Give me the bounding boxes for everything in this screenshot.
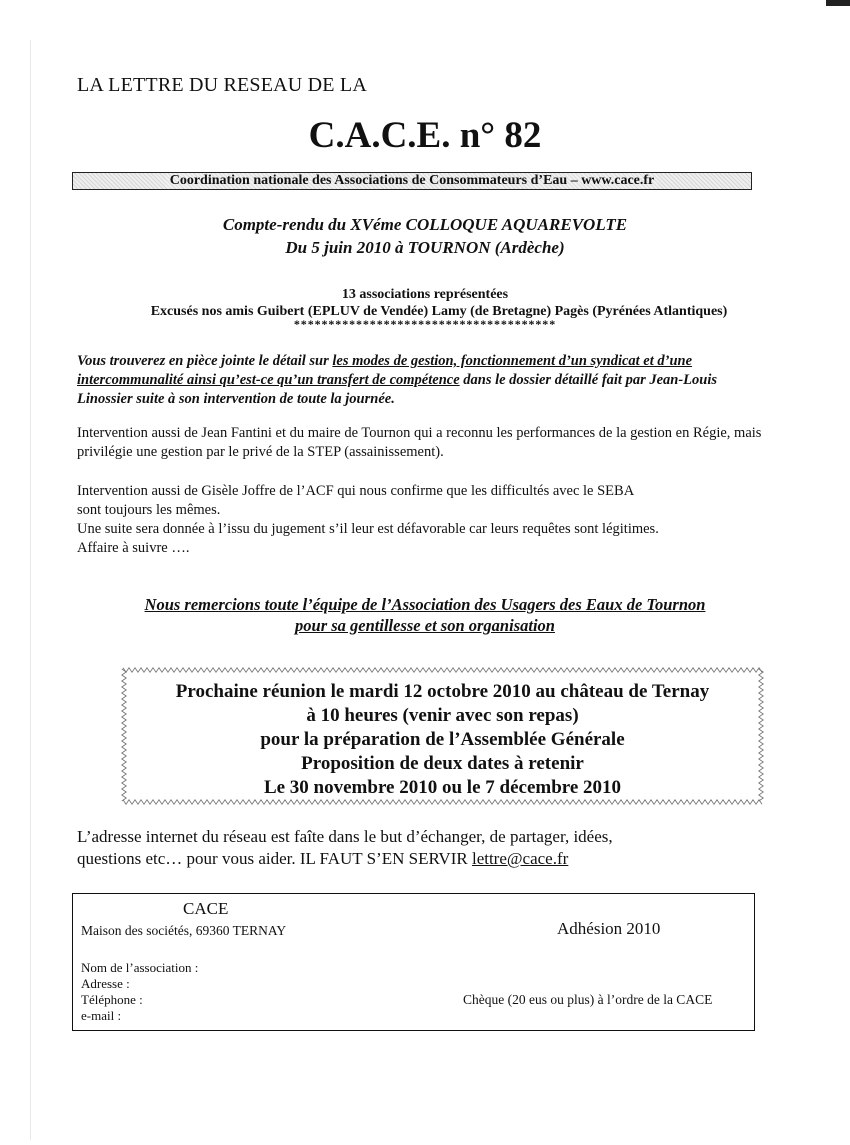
meeting-line-3: pour la préparation de l’Assemblée Générale xyxy=(260,729,625,750)
report-title xyxy=(0,213,850,259)
wavy-border-top xyxy=(123,668,762,672)
attendance-count: 13 associations représentées xyxy=(341,287,509,302)
coordination-banner xyxy=(72,172,752,190)
star-separator: ************************************** xyxy=(293,317,557,331)
form-org-address: Maison des sociétés, 69360 TERNAY xyxy=(81,923,287,938)
contact-email-link[interactable]: lettre@cace.fr xyxy=(471,849,569,868)
joffre-line-4: Affaire à suivre …. xyxy=(77,540,190,556)
form-field-phone: Téléphone : xyxy=(81,992,143,1007)
report-title-line2: Du 5 juin 2010 à TOURNON (Ardèche) xyxy=(285,238,565,257)
form-cheque-note: Chèque (20 eus ou plus) à l’ordre de la CACE xyxy=(463,992,713,1007)
thanks-line-2: pour sa gentillesse et son organisation xyxy=(295,616,555,635)
next-meeting-text xyxy=(120,680,765,800)
intro-text-start: Vous trouverez en pièce jointe le détail sur xyxy=(77,353,333,369)
intro-underlined-topic: les modes de gestion, fonctionnement d’un syndicat et d’une intercommunalité ainsi qu’est-ce qu’un transfert de compétence xyxy=(77,353,693,388)
joffre-line-2: sont toujours les mêmes. xyxy=(77,502,221,518)
intro-text-end: dans le dossier détaillé fait par Jean-Louis Linossier suite à son intervention de toute la journée. xyxy=(77,372,718,407)
form-fields xyxy=(81,960,198,1024)
issue-title: C.A.C.E. n° 82 xyxy=(308,115,542,156)
internet-paragraph xyxy=(77,826,777,870)
newsletter-kicker: LA LETTRE DU RESEAU DE LA xyxy=(77,74,367,96)
internet-line-2 xyxy=(77,848,777,870)
report-title-line1: Compte-rendu du XVéme COLLOQUE AQUAREVOLTE xyxy=(222,215,628,234)
thanks-message xyxy=(0,594,850,636)
internet-line-1: L’adresse internet du réseau est faîte dans le but d’échanger, de partager, idées, xyxy=(77,827,613,846)
excused-list: Excusés nos amis Guibert (EPLUV de Vendée) Lamy (de Bretagne) Pagès (Pyrénées Atlantiques) xyxy=(150,304,728,319)
coordination-text: Coordination nationale des Associations de Consommateurs d’Eau – www.cace.fr xyxy=(166,173,659,188)
form-field-association-name: Nom de l’association : xyxy=(81,960,199,975)
scan-margin-line xyxy=(30,40,31,1140)
meeting-line-5: Le 30 novembre 2010 ou le 7 décembre 2010 xyxy=(263,777,622,798)
form-field-email: e-mail : xyxy=(81,1008,122,1023)
scan-edge-mark xyxy=(826,0,850,6)
meeting-line-4: Proposition de deux dates à retenir xyxy=(301,753,584,774)
meeting-line-2: à 10 heures (venir avec son repas) xyxy=(306,705,579,726)
meeting-line-1: Prochaine réunion le mardi 12 octobre 2010 au château de Ternay xyxy=(175,681,710,702)
intro-paragraph xyxy=(77,352,767,409)
joffre-line-3: Une suite sera donnée à l’issu du jugement s’il leur est défavorable car leurs requêtes sont légitimes. xyxy=(77,521,659,537)
membership-form xyxy=(72,893,755,1031)
form-membership-year: Adhésion 2010 xyxy=(557,919,661,938)
attendance-block xyxy=(0,286,850,320)
form-field-address: Adresse : xyxy=(81,976,130,991)
internet-line-2-text: questions etc… pour vous aider. IL FAUT S’EN SERVIR xyxy=(77,849,472,868)
wavy-border-bottom xyxy=(123,800,762,804)
joffre-paragraph xyxy=(77,482,777,558)
thanks-line-1: Nous remercions toute l’équipe de l’Association des Usagers des Eaux de Tournon xyxy=(144,595,706,614)
joffre-line-1: Intervention aussi de Gisèle Joffre de l’ACF qui nous confirme que les difficultés avec le SEBA xyxy=(77,483,635,499)
form-org-name: CACE xyxy=(183,899,229,918)
next-meeting-box xyxy=(120,666,765,806)
fantini-paragraph: Intervention aussi de Jean Fantini et du maire de Tournon qui a reconnu les performances de la gestion en Régie, mais privilégie une gestion par le privé de la STEP (assainissement). xyxy=(77,425,762,460)
